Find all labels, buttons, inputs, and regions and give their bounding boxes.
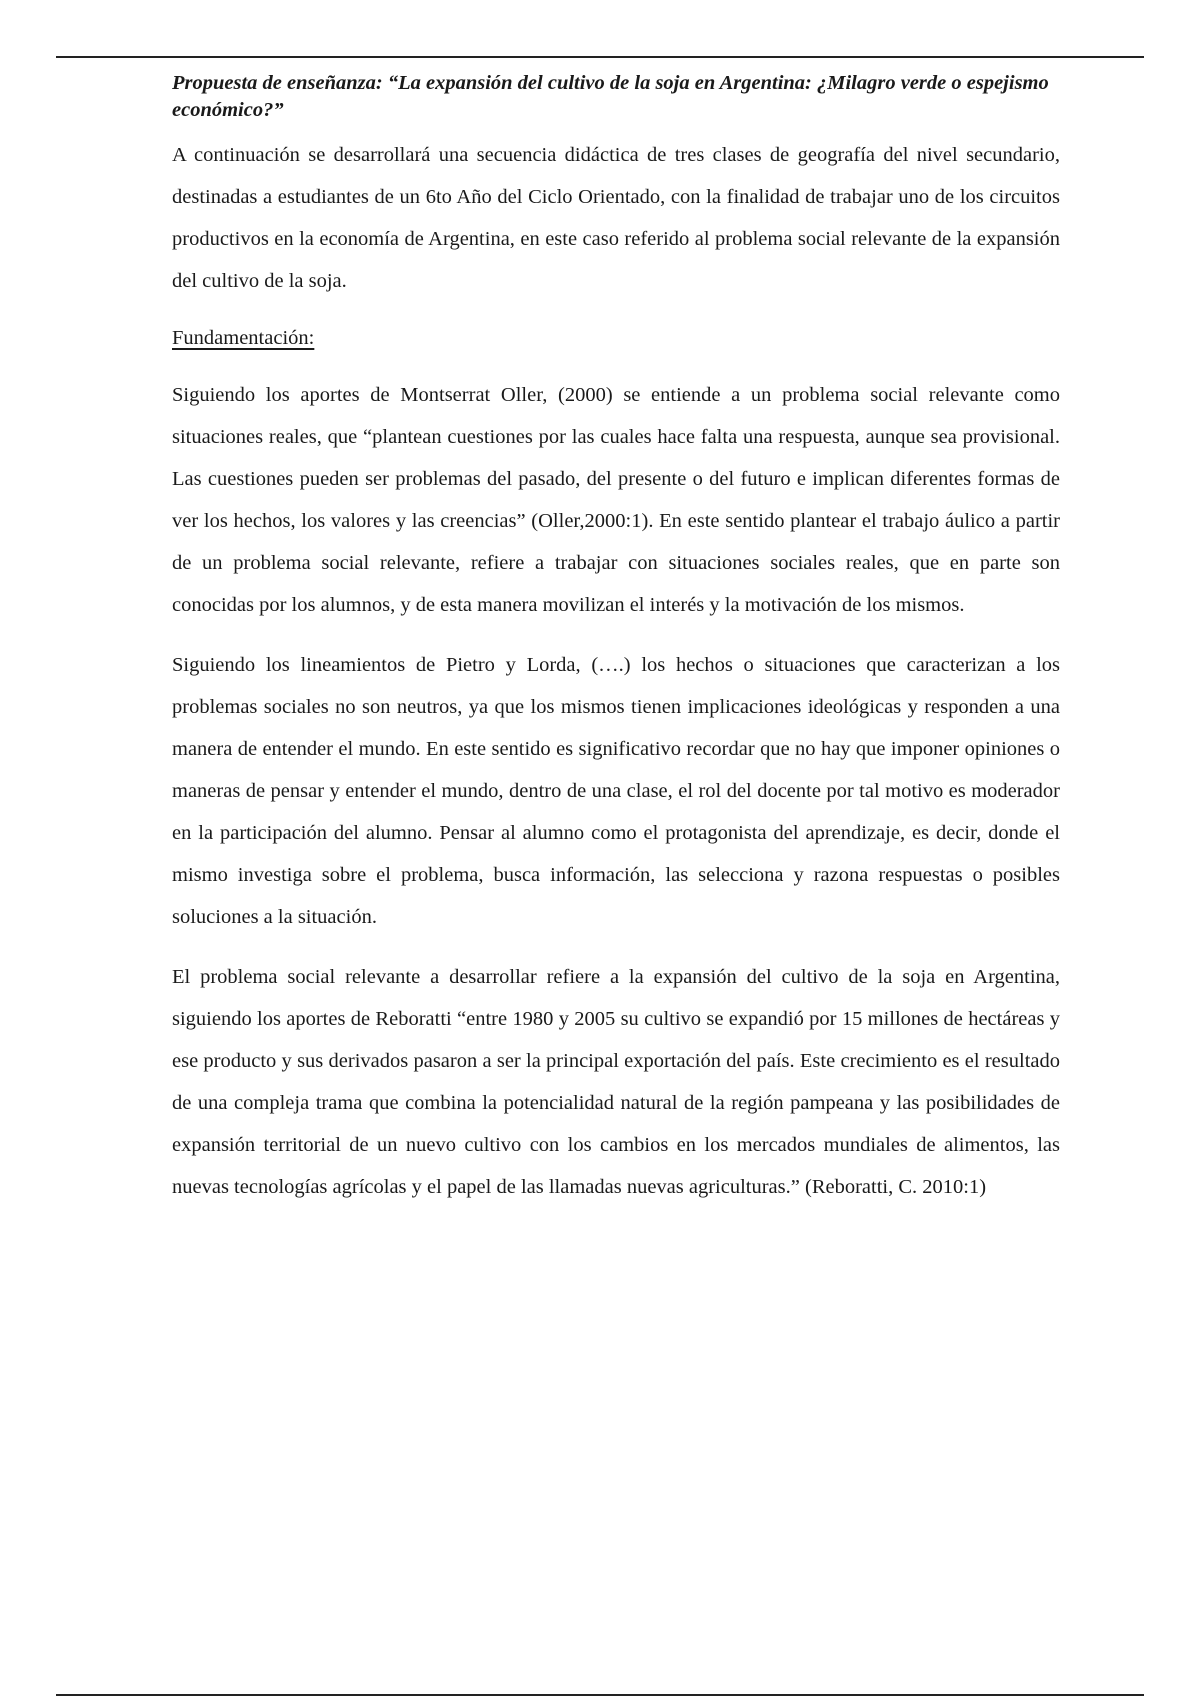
document-title: Propuesta de enseñanza: “La expansión del cultivo de la soja en Argentina: ¿Milagro verde o espejismo económico?” xyxy=(172,72,1049,121)
intro-paragraph: A continuación se desarrollará una secuencia didáctica de tres clases de geografía del nivel secundario, destinadas a estudiantes de un 6to Año del Ciclo Orientado, con la finalidad de trabajar uno de los circuitos productivos en la economía de Argentina, en este caso referido al problema social relevante de la expansión del cultivo de la soja. xyxy=(172,144,1060,292)
document-body xyxy=(172,70,1060,1226)
footer-rule xyxy=(56,1694,1144,1696)
body-paragraph-1: Siguiendo los aportes de Montserrat Oller, (2000) se entiende a un problema social relevante como situaciones reales, que “plantean cuestiones por las cuales hace falta una respuesta, aunque sea provisional. Las cuestiones pueden ser problemas del pasado, del presente o del futuro e implican diferentes formas de ver los hechos, los valores y las creencias” (Oller,2000:1). En este sentido plantear el trabajo áulico a partir de un problema social relevante, refiere a trabajar con situaciones sociales reales, que en parte son conocidas por los alumnos, y de esta manera movilizan el interés y la motivación de los mismos. xyxy=(172,384,1060,616)
body-paragraph-3: El problema social relevante a desarrollar refiere a la expansión del cultivo de la soja en Argentina, siguiendo los aportes de Reboratti “entre 1980 y 2005 su cultivo se expandió por 15 millones de hectáreas y ese producto y sus derivados pasaron a ser la principal exportación del país. Este crecimiento es el resultado de una compleja trama que combina la potencialidad natural de la región pampeana y las posibilidades de expansión territorial de un nuevo cultivo con los cambios en los mercados mundiales de alimentos, las nuevas tecnologías agrícolas y el papel de las llamadas nuevas agriculturas.” (Reboratti, C. 2010:1) xyxy=(172,966,1060,1198)
section-heading: Fundamentación: xyxy=(172,327,315,349)
body-paragraph-2: Siguiendo los lineamientos de Pietro y Lorda, (….) los hechos o situaciones que caracterizan a los problemas sociales no son neutros, ya que los mismos tienen implicaciones ideológicas y responden a una manera de entender el mundo. En este sentido es significativo recordar que no hay que imponer opiniones o maneras de pensar y entender el mundo, dentro de una clase, el rol del docente por tal motivo es moderador en la participación del alumno. Pensar al alumno como el protagonista del aprendizaje, es decir, donde el mismo investiga sobre el problema, busca información, las selecciona y razona respuestas o posibles soluciones a la situación. xyxy=(172,654,1060,928)
header-rule xyxy=(56,56,1144,58)
